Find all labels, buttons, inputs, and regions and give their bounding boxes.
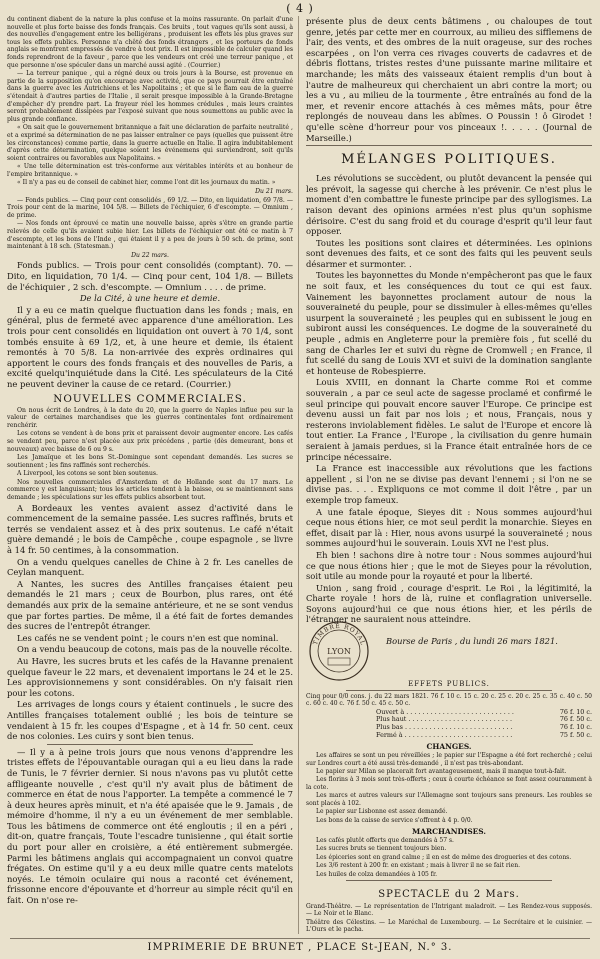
article-paragraph: Les Jamaïque et les bons St.-Domingue sont cependant demandés. Les sucres se soutiennent ; les fins raffinés sont recherchés. bbox=[7, 454, 293, 469]
article-paragraph: A Bordeaux les ventes avaient assez d'activité dans le commencement de la semaine passée. Les sucres raffinés, bruts et terrés se vendaient assez et à des prix soutenus. Le café n'était guère demandé ; le bois de Campêche , coupe espagnole , se livre à 14 fr. 50 centimes, à la consommation. bbox=[7, 502, 293, 556]
article-paragraph: Les cafés ne se vendent point ; le cours n'en est que nominal. bbox=[17, 632, 279, 643]
market-note: Les 3/6 restent à 200 fr. en existant ; mais à livrer il ne se fait rien. bbox=[316, 862, 520, 870]
article-paragraph: A une fatale époque, Sieyes dit : Nous sommes aujourd'hui ceque nous étions hier, ce mot seul perdit la monarchie. Sieyes en effet, disait par là : Hier, nous avons usurpé la souveraineté ; nous sommes aujourd'hui le souverain. Louis XVI ne l'est plus. bbox=[306, 506, 592, 549]
market-note: Les épiceries sont en grand calme ; il en est de même des drogueries et des cotons. bbox=[316, 853, 572, 861]
article-paragraph: Toutes les positions sont claires et déterminées. Les opinions sont devenues des faits, et ce sont des faits qui les peuvent seuls désarmer et surmonter. . bbox=[306, 237, 592, 269]
article-paragraph: Nos nouvelles commerciales d'Amsterdam et de Hollande sont du 17 mars. Le commerce y est languissant; tous les articles tendent à la baisse, ou se maintiennent sans demande ; les spéculations sur les effets publics absorbent tout. bbox=[7, 478, 293, 502]
article-paragraph: Toutes les bayonnettes du Monde n'empêcheront pas que le faux ne soit faux, et les conséquences du tout ce qui est faux. Vainement les bayonnettes proclament autour de nous la souveraineté du peuple, pour se dissimuler à elles-mêmes qu'elles usurpent la souveraineté ; les peuples qui en subissent le joug en subiront aussi les conséquences. Le dogme de la souveraineté du peuple , admis en Angleterre pour la première fois , fut scellé du sang de Charles Ier et suivi du règne de Cromwell ; en France, il fut scellé du sang de Louis XVI et suivi de la domination sanglante et honteuse de Robespierre. bbox=[306, 270, 592, 376]
bourse-title: Bourse de Paris , du lundi 26 mars 1821. bbox=[386, 636, 558, 647]
rate-label: Ouvert à . . . . . . . . . . . . . . . . . . . . . . . . . . . bbox=[376, 707, 514, 716]
market-note: Les huiles de colza demandées à 105 fr. bbox=[316, 870, 438, 878]
section-rule bbox=[47, 744, 253, 745]
bourse-header bbox=[306, 622, 592, 678]
article-paragraph: On nous écrit de Londres, à la date du 20, que la guerre de Naples influe peu sur la valeur de certaines marchandises que les guerres continentales font ordinairement renchérir. bbox=[7, 406, 293, 429]
article-paragraph: A Liverpool, les cotons se sont bien soutenus. bbox=[17, 470, 158, 478]
article-paragraph: — Fonds publics. — Cinq pour cent consolidés , 69 1/2. — Dito, en liquidation, 69 7/8. — Trois pour cent de la marine, 104 5/8. — Billets de l'échiquier, 6 d'escompte. — Omnium , de prime. bbox=[7, 196, 293, 219]
rate-value: 76 f. 50 c. bbox=[559, 715, 592, 724]
article-paragraph: Louis XVIII, en donnant la Charte comme Roi et comme souverain , a par ce seul acte de sagesse proclamé et confirmé le seul principe qui pouvait encore sauver l'Europe. Ce principe est devenu aussi un fait par nos lois ; et nous, Français, nous y resterons inviolablement fidèles. Le salut de l'Europe et encore là tout entier. La France , l'Europe , la civilisation du genre humain seraient à jamais perdues, si la France était entraînée hors de ce principe nécessaire. bbox=[306, 377, 592, 462]
section-rule bbox=[346, 880, 552, 881]
article-paragraph: Fonds publics. — Trois pour cent consolidés (comptant). 70. — Dito, en liquidation, 70 1/4. — Cinq pour cent, 104 1/8. — Billets de l'échiquier , 2 sch. d'escompte. — Omnium . . . . de prime. bbox=[7, 260, 293, 292]
article-paragraph: On a vendu beaucoup de cotons, mais pas de la nouvelle récolte. bbox=[17, 644, 293, 655]
spectacle-heading: SPECTACLE du 2 Mars. bbox=[378, 888, 520, 900]
footer-rule bbox=[10, 938, 590, 939]
article-paragraph: Les cotons se vendent à de bons prix et paraissent devoir augmenter encore. Les cafés se vendent peu, parce n'est placée aux prix précédens , partie (dès demeurant, bons et nouveaux) avec baisse de 6 ou 9 s. bbox=[7, 430, 293, 453]
rate-value: 75 f. 50 c. bbox=[559, 730, 592, 739]
article-paragraph: A Nantes, les sucres des Antilles françaises étaient peu demandés le 21 mars ; ceux de Bourbon, plus rares, ont été demandés aux prix de la semaine antérieure, et ne se sont vendus que par fortes parties. De même, il a été fait de fortes demandes des sucres de l'entrepôt étranger. bbox=[7, 578, 293, 632]
article-paragraph: Au Havre, les sucres bruts et les cafés de la Havanne prenaient quelque faveur le 22 mars, et devenaient importans le 24 et le 25. Les approvisionnemens y sont considérables. On n'y faisait rien pour les cotons. bbox=[7, 655, 293, 698]
dateline: Du 21 mars. bbox=[255, 188, 293, 196]
section-rule bbox=[346, 690, 552, 691]
article-paragraph: Les arrivages de longs cours y étaient continuels , le sucre des Antilles françaises totalement oublié ; les bois de teinture se vendaient à 15 fr. les coupes d'Espagne , et à 14 fr. 50 cent. ceux de nos colonies. Les cuirs y sont bien tenus. bbox=[7, 699, 293, 742]
section-heading-melanges-politiques: MÉLANGES POLITIQUES. bbox=[341, 152, 557, 168]
market-note: Les bons de la caisse de service s'offrent à 4 p. 0/0. bbox=[316, 816, 473, 824]
article-paragraph: « Il n'y a pas eu de conseil de cabinet hier, comme l'ont dit les journaux du matin. » bbox=[17, 179, 276, 187]
article-paragraph: présente plus de deux cents bâtimens , ou chaloupes de tout genre, jetés par cette mer en courroux, au milieu des sifflemens de l'air, des vents, et des ombres de la nuit orageuse, sur des roches escarpées , on l'on verra ces rivages couverts de cadavres et de débris flottans, tristes restes d'une puissante marine militaire et marchande; les mâts des vaisseaux étaient remplis d'un bout à l'autre de malheureux qui cherchaient un abri contre la mort; ou les a vu , au milieu de la tourmente , être entraînés au fond de la mer, et revenir encore attachés à ces mêmes mâts, pour être replongés de nouveau dans les abîmes. O Poussin ! ô Girodet ! qu'elle scène d'horreur pour vos pinceaux !. . . . . (Journal de Marseille.) bbox=[306, 16, 592, 143]
market-note: Les sucres bruts se tiennent toujours bien. bbox=[316, 845, 447, 853]
section-heading-nouvelles-commerciales: NOUVELLES COMMERCIALES. bbox=[53, 392, 247, 405]
rate-label: Fermé à . . . . . . . . . . . . . . . . . . . . . . . . . . . bbox=[376, 730, 513, 739]
article-paragraph: du continent diabent de la nature la plus confuse et la moins rassurante. On parlait d'une nouvelle et plus forte baisse des fonds français. Ces bruits , tout vagues qu'ils sont aussi, à des nouvelles d'engagement entre les belligérans , produisent les effets les plus graves sur tous les effets publics. Personne n'a chêté des fonds étrangers , et les porteurs de fonds anglais se montrent empressés de vendre à tout prix. Il est impossible de calculer quand les fonds reprendront de la faveur , parce que les vendeurs ont créé une terreur panique , et que personne n'ose spéculer dans un marché aussi agité . (Courrier.) bbox=[7, 16, 293, 69]
left-column bbox=[7, 16, 293, 938]
article-paragraph: On a vendu quelques canelles de Chine à 2 fr. Les canelles de Ceylan manquent. bbox=[7, 556, 293, 578]
market-note: Le papier sur Lisbonne est assez demandé. bbox=[316, 808, 448, 816]
marchandises-heading: MARCHANDISES. bbox=[412, 826, 486, 836]
article-paragraph: Union , sang froid , courage d'esprit. Le Roi , la légitimité, la Charte royale ! hors de là, ruine et conflagration universelle. Soyons aujourd'hui ce que nous étions hier, et les périls de l'étranger ne sauraient nous atteindre. bbox=[306, 582, 592, 625]
spectacle-entry: Grand-Théâtre. — Le représentation de l'Intrigant maladroit. — Les Rendez-vous supposés. — Le Noir et le Blanc. bbox=[306, 902, 592, 918]
dateline: De la Cité, à une heure et demie. bbox=[79, 293, 221, 304]
rate-row bbox=[306, 732, 592, 740]
article-paragraph: — Nos fonds ont éprouvé ce matin une nouvelle baisse, après s'être en grande partie relevés de celle qu'ils avaient subie hier. Les billets de l'échiquier ont été ce matin à 7 d'escompte, et les bons de l'Inde , qui étaient il y a peu de jours à 50 sch. de prime, sont maintenant à 18 sch. (Statesman.) bbox=[7, 220, 293, 251]
article-paragraph: Il y a eu ce matin quelque fluctuation dans les fonds ; mais, en général, plus de fermeté avec apparence d'une amélioration. Les trois pour cent consolidés en liquidation ont ouvert à 70 1/4, sont tombés ensuite à 69 1/2, et, à une heure et demie, ils étaient remontés à 70 5/8. La non-arrivée des exprès ordinaires qui apportent le cours des fonds français et des nouvelles de Paris, a excité quelqu'inquiétude dans la Cité. Les spéculateurs de la Cité ne peuvent deviner la cause de ce retard. (Courrier.) bbox=[7, 304, 293, 389]
rate-value: 76 f. 10 c. bbox=[559, 723, 592, 732]
market-note: Les florins à 3 mois sont très-offerts ; ceux à courte échéance se font assez couramment à la cote. bbox=[306, 776, 592, 791]
rates-table bbox=[306, 709, 592, 739]
market-note: Les marcs et autres valeurs sur l'Allemagne sont toujours sans preneurs. Les roubles se sont placés à 102. bbox=[306, 792, 592, 807]
stamp-city: LYON bbox=[327, 647, 351, 657]
article-paragraph: « Une telle détermination est très-conforme aux véritables intérêts et au bonheur de l'empire britannique. » bbox=[7, 163, 293, 178]
tax-stamp bbox=[308, 620, 370, 682]
page-number: ( 4 ) bbox=[286, 2, 314, 15]
rate-label: Plus haut . . . . . . . . . . . . . . . . . . . . . . . . . . bbox=[376, 715, 513, 724]
article-paragraph: Les révolutions se succèdent, ou plutôt devancent la pensée qui les prévoit, la sagesse qui cherche à les prévenir. Ce n'est plus le moment d'en combattre le funeste principe par des syllogismes. La raison devant des opinions armées n'est plus qu'un sophisme dérisoire. C'est du sang froid et du courage d'esprit qu'il leur faut opposer. bbox=[306, 173, 592, 237]
spectacle-entry: Théâtre des Célestins. — Le Maréchal de Luxembourg. — Le Secrétaire et le cuisinier. — L'Ours et le pacha. bbox=[306, 918, 592, 934]
section-rule bbox=[306, 145, 592, 146]
rate-value: 76 f. 10 c. bbox=[559, 707, 592, 716]
article-paragraph: La France est inaccessible aux révolutions que les factions appellent , si l'on ne se divise pas devant l'ennemi ; si l'on ne se divise pas. . . . Expliquons ce mot comme il doit l'être , par un exemple trop fameux. bbox=[306, 463, 592, 505]
printer-imprint: IMPRIMERIE DE BRUNET , PLACE St-JEAN, N.° 3. bbox=[147, 942, 453, 953]
rate-label: Plus bas . . . . . . . . . . . . . . . . . . . . . . . . . . . bbox=[376, 723, 513, 732]
market-note: Les cafés plutôt offerts que demandés à 57 s. bbox=[316, 836, 454, 844]
article-paragraph: — La terreur panique , qui a régné deux ou trois jours à la Bourse, est provenue en partie de la supposition qu'on encourage avec activité, que ce pays pourrait être entraîné dans la guerre avec les Autrichiens et les Napolitains ; et que si le flam eau de la guerre s'étendait à d'autres parties de l'Italie , il serait presque impossible à la Grande-Bretagne d'empêcher d'y prendre part. La frayeur réel les hommes crédules , mais leurs craintes seront probablement dissipées par l'exposé suivant que nous soumettons au public avec la plus grande confiance. bbox=[7, 70, 293, 123]
article-paragraph: « On sait que le gouvernement britannique a fait une déclaration de parfaite neutralité , et a exprimé sa détermination de ne pas laisser entraîner ce pays (quelles que puissent être les circonstances) comme partie, dans la guerre actuelle en Italie. Il agira indubitablement d'après cette détermination, quelque soient les événemens qui surviendront, soit qu'ils soient contraires ou favorables aux Napolitains. » bbox=[7, 124, 293, 162]
article-paragraph: — Il y a à peine trois jours que nous venons d'apprendre les tristes effets de l'épouvantable ouragan qui a eu lieu dans la rade de Tunis, le 7 février dernier. Si nous n'avons pas vu plutôt cette affligeante nouvelle , c'est qu'il n'y avait plus de bâtiment de commerce en état de nous l'apporter. La tempête a commencé le 7 à deux heures après minuit, et n'a été apaisée que le 9. Jamais , de mémoire d'homme, il n'y a eu un événement de mer semblable. Tous les bâtimens de commerce ont été engloutis ; il en a péri , dit-on, quatre français, Toute l'escadre tunisienne , qui était sortie du port pour aller en croisière, a été entièrement submergée. Parmi les bâtimens anglais qui accompagnaient un convoi quatre frégates. On estime qu'il y a eu deux mille quatre cents matelots noyés. Le témoin oculaire qui nous a raconté cet événement, frissonne encore d'épouvante et d'horreur au simple récit qu'il en fait. On n'ose re- bbox=[7, 746, 293, 906]
rente-quote: Cinq pour 0/0 cons. j. du 22 mars 1821. 76 f. 10 c. 15 c. 20 c. 25 c. 20 c. 25 c. 35 c. 40 c. 50 c. 60 c. 40 c. 76 f. 50 c. 45 c. 50 c. bbox=[306, 693, 592, 708]
column-divider bbox=[298, 16, 299, 934]
article-paragraph: Eh bien ! sachons dire à notre tour : Nous sommes aujourd'hui ce que nous étions hier ; que le mot de Sieyes pour la révolution, soit utile au monde pour la royauté et pour la liberté. bbox=[306, 549, 592, 582]
dateline: Du 22 mars. bbox=[131, 251, 169, 259]
effets-publics-heading: EFFETS PUBLICS. bbox=[408, 680, 490, 689]
market-note: Les affaires se sont un peu réveillées ; le papier sur l'Espagne a été fort recherché ; celui sur Londres court a été aussi très-demandé , il n'est pas très-abondant. bbox=[306, 752, 592, 767]
market-note: Le papier sur Milan se placerait fort avantageusement, mais il manque tout-à-fait. bbox=[316, 768, 567, 776]
right-column bbox=[306, 16, 592, 940]
changes-heading: CHANGES. bbox=[426, 742, 472, 752]
svg-text:TIMBRE ROYAL: TIMBRE ROYAL bbox=[311, 622, 367, 647]
